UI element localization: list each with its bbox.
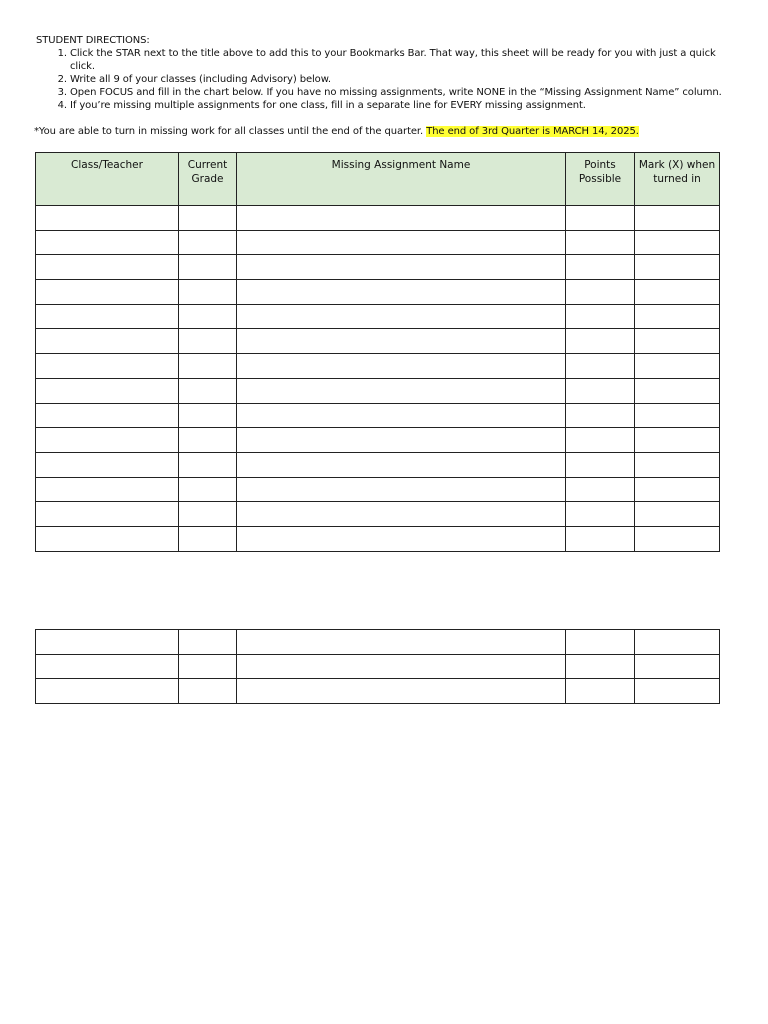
class-teacher-cell[interactable] xyxy=(36,526,179,551)
class-teacher-cell[interactable] xyxy=(36,654,179,679)
table-row xyxy=(36,679,720,704)
deadline-highlight: The end of 3rd Quarter is MARCH 14, 2025. xyxy=(426,126,639,137)
points-possible-cell[interactable] xyxy=(566,255,635,280)
direction-item: 4. If you’re missing multiple assignments for one class, fill in a separate line for EVERY missing assignment. xyxy=(70,99,736,112)
class-teacher-cell[interactable] xyxy=(36,230,179,255)
current-grade-cell[interactable] xyxy=(179,329,237,354)
points-possible-cell[interactable] xyxy=(566,280,635,305)
direction-item: 2. Write all 9 of your classes (including Advisory) below. xyxy=(70,73,736,86)
turned-in-mark-cell[interactable] xyxy=(635,329,720,354)
table-row xyxy=(36,526,720,551)
direction-item: 1. Click the STAR next to the title above to add this to your Bookmarks Bar. That way, this sheet will be ready for you with just a quick click. xyxy=(70,47,736,73)
turned-in-mark-cell[interactable] xyxy=(635,378,720,403)
missing-assignment-cell[interactable] xyxy=(237,304,566,329)
deadline-note xyxy=(34,125,734,138)
current-grade-cell[interactable] xyxy=(179,526,237,551)
current-grade-cell[interactable] xyxy=(179,304,237,329)
missing-assignment-cell[interactable] xyxy=(237,502,566,527)
table-header-row xyxy=(36,153,720,206)
turned-in-mark-cell[interactable] xyxy=(635,477,720,502)
points-possible-cell[interactable] xyxy=(566,329,635,354)
missing-assignment-cell[interactable] xyxy=(237,428,566,453)
header-missing-assignment-name: Missing Assignment Name xyxy=(237,153,566,206)
class-teacher-cell[interactable] xyxy=(36,378,179,403)
turned-in-mark-cell[interactable] xyxy=(635,679,720,704)
missing-assignment-cell[interactable] xyxy=(237,654,566,679)
current-grade-cell[interactable] xyxy=(179,255,237,280)
missing-assignment-cell[interactable] xyxy=(237,255,566,280)
points-possible-cell[interactable] xyxy=(566,654,635,679)
turned-in-mark-cell[interactable] xyxy=(635,230,720,255)
table-row xyxy=(36,403,720,428)
missing-assignment-cell[interactable] xyxy=(237,452,566,477)
turned-in-mark-cell[interactable] xyxy=(635,280,720,305)
missing-assignment-cell[interactable] xyxy=(237,630,566,655)
current-grade-cell[interactable] xyxy=(179,378,237,403)
points-possible-cell[interactable] xyxy=(566,502,635,527)
turned-in-mark-cell[interactable] xyxy=(635,206,720,231)
points-possible-cell[interactable] xyxy=(566,403,635,428)
missing-assignment-cell[interactable] xyxy=(237,403,566,428)
points-possible-cell[interactable] xyxy=(566,428,635,453)
table-row xyxy=(36,304,720,329)
class-teacher-cell[interactable] xyxy=(36,502,179,527)
current-grade-cell[interactable] xyxy=(179,452,237,477)
turned-in-mark-cell[interactable] xyxy=(635,502,720,527)
points-possible-cell[interactable] xyxy=(566,206,635,231)
current-grade-cell[interactable] xyxy=(179,354,237,379)
turned-in-mark-cell[interactable] xyxy=(635,255,720,280)
table-row xyxy=(36,280,720,305)
directions-list xyxy=(36,47,736,112)
class-teacher-cell[interactable] xyxy=(36,477,179,502)
missing-assignment-cell[interactable] xyxy=(237,526,566,551)
missing-assignment-cell[interactable] xyxy=(237,477,566,502)
table-row xyxy=(36,654,720,679)
missing-assignment-cell[interactable] xyxy=(237,280,566,305)
table-row xyxy=(36,630,720,655)
table-row xyxy=(36,428,720,453)
class-teacher-cell[interactable] xyxy=(36,403,179,428)
header-class-teacher: Class/Teacher xyxy=(36,153,179,206)
class-teacher-cell[interactable] xyxy=(36,354,179,379)
class-teacher-cell[interactable] xyxy=(36,304,179,329)
turned-in-mark-cell[interactable] xyxy=(635,428,720,453)
turned-in-mark-cell[interactable] xyxy=(635,654,720,679)
class-teacher-cell[interactable] xyxy=(36,679,179,704)
class-teacher-cell[interactable] xyxy=(36,255,179,280)
current-grade-cell[interactable] xyxy=(179,679,237,704)
student-directions xyxy=(36,34,736,112)
turned-in-mark-cell[interactable] xyxy=(635,403,720,428)
class-teacher-cell[interactable] xyxy=(36,630,179,655)
points-possible-cell[interactable] xyxy=(566,630,635,655)
turned-in-mark-cell[interactable] xyxy=(635,630,720,655)
directions-title: STUDENT DIRECTIONS: xyxy=(36,35,150,46)
table-body xyxy=(36,630,720,704)
missing-assignment-cell[interactable] xyxy=(237,329,566,354)
table-row xyxy=(36,502,720,527)
current-grade-cell[interactable] xyxy=(179,477,237,502)
points-possible-cell[interactable] xyxy=(566,679,635,704)
missing-assignment-cell[interactable] xyxy=(237,230,566,255)
class-teacher-cell[interactable] xyxy=(36,206,179,231)
points-possible-cell[interactable] xyxy=(566,452,635,477)
current-grade-cell[interactable] xyxy=(179,654,237,679)
note-text: *You are able to turn in missing work for all classes until the end of the quarter. xyxy=(34,126,427,137)
missing-assignment-cell[interactable] xyxy=(237,679,566,704)
table-row xyxy=(36,329,720,354)
direction-item: 3. Open FOCUS and fill in the chart below. If you have no missing assignments, write NONE in the “Missing Assignment Name” column. xyxy=(70,86,736,99)
missing-assignment-cell[interactable] xyxy=(237,378,566,403)
points-possible-cell[interactable] xyxy=(566,378,635,403)
class-teacher-cell[interactable] xyxy=(36,452,179,477)
table-row xyxy=(36,354,720,379)
missing-assignment-cell[interactable] xyxy=(237,354,566,379)
continued-assignments-table xyxy=(35,629,720,704)
table-row xyxy=(36,378,720,403)
points-possible-cell[interactable] xyxy=(566,477,635,502)
class-teacher-cell[interactable] xyxy=(36,329,179,354)
missing-assignments-table xyxy=(35,152,720,552)
current-grade-cell[interactable] xyxy=(179,206,237,231)
table-row xyxy=(36,230,720,255)
points-possible-cell[interactable] xyxy=(566,526,635,551)
table-row xyxy=(36,452,720,477)
points-possible-cell[interactable] xyxy=(566,354,635,379)
current-grade-cell[interactable] xyxy=(179,630,237,655)
table-row xyxy=(36,255,720,280)
header-current-grade: Current Grade xyxy=(179,153,237,206)
table-body xyxy=(36,206,720,552)
points-possible-cell[interactable] xyxy=(566,304,635,329)
current-grade-cell[interactable] xyxy=(179,280,237,305)
turned-in-mark-cell[interactable] xyxy=(635,452,720,477)
table-row xyxy=(36,477,720,502)
turned-in-mark-cell[interactable] xyxy=(635,354,720,379)
current-grade-cell[interactable] xyxy=(179,428,237,453)
table-row xyxy=(36,206,720,231)
missing-assignment-cell[interactable] xyxy=(237,206,566,231)
points-possible-cell[interactable] xyxy=(566,230,635,255)
turned-in-mark-cell[interactable] xyxy=(635,526,720,551)
class-teacher-cell[interactable] xyxy=(36,280,179,305)
header-mark-turned-in: Mark (X) when turned in xyxy=(635,153,720,206)
current-grade-cell[interactable] xyxy=(179,403,237,428)
header-points-possible: Points Possible xyxy=(566,153,635,206)
current-grade-cell[interactable] xyxy=(179,502,237,527)
class-teacher-cell[interactable] xyxy=(36,428,179,453)
current-grade-cell[interactable] xyxy=(179,230,237,255)
turned-in-mark-cell[interactable] xyxy=(635,304,720,329)
